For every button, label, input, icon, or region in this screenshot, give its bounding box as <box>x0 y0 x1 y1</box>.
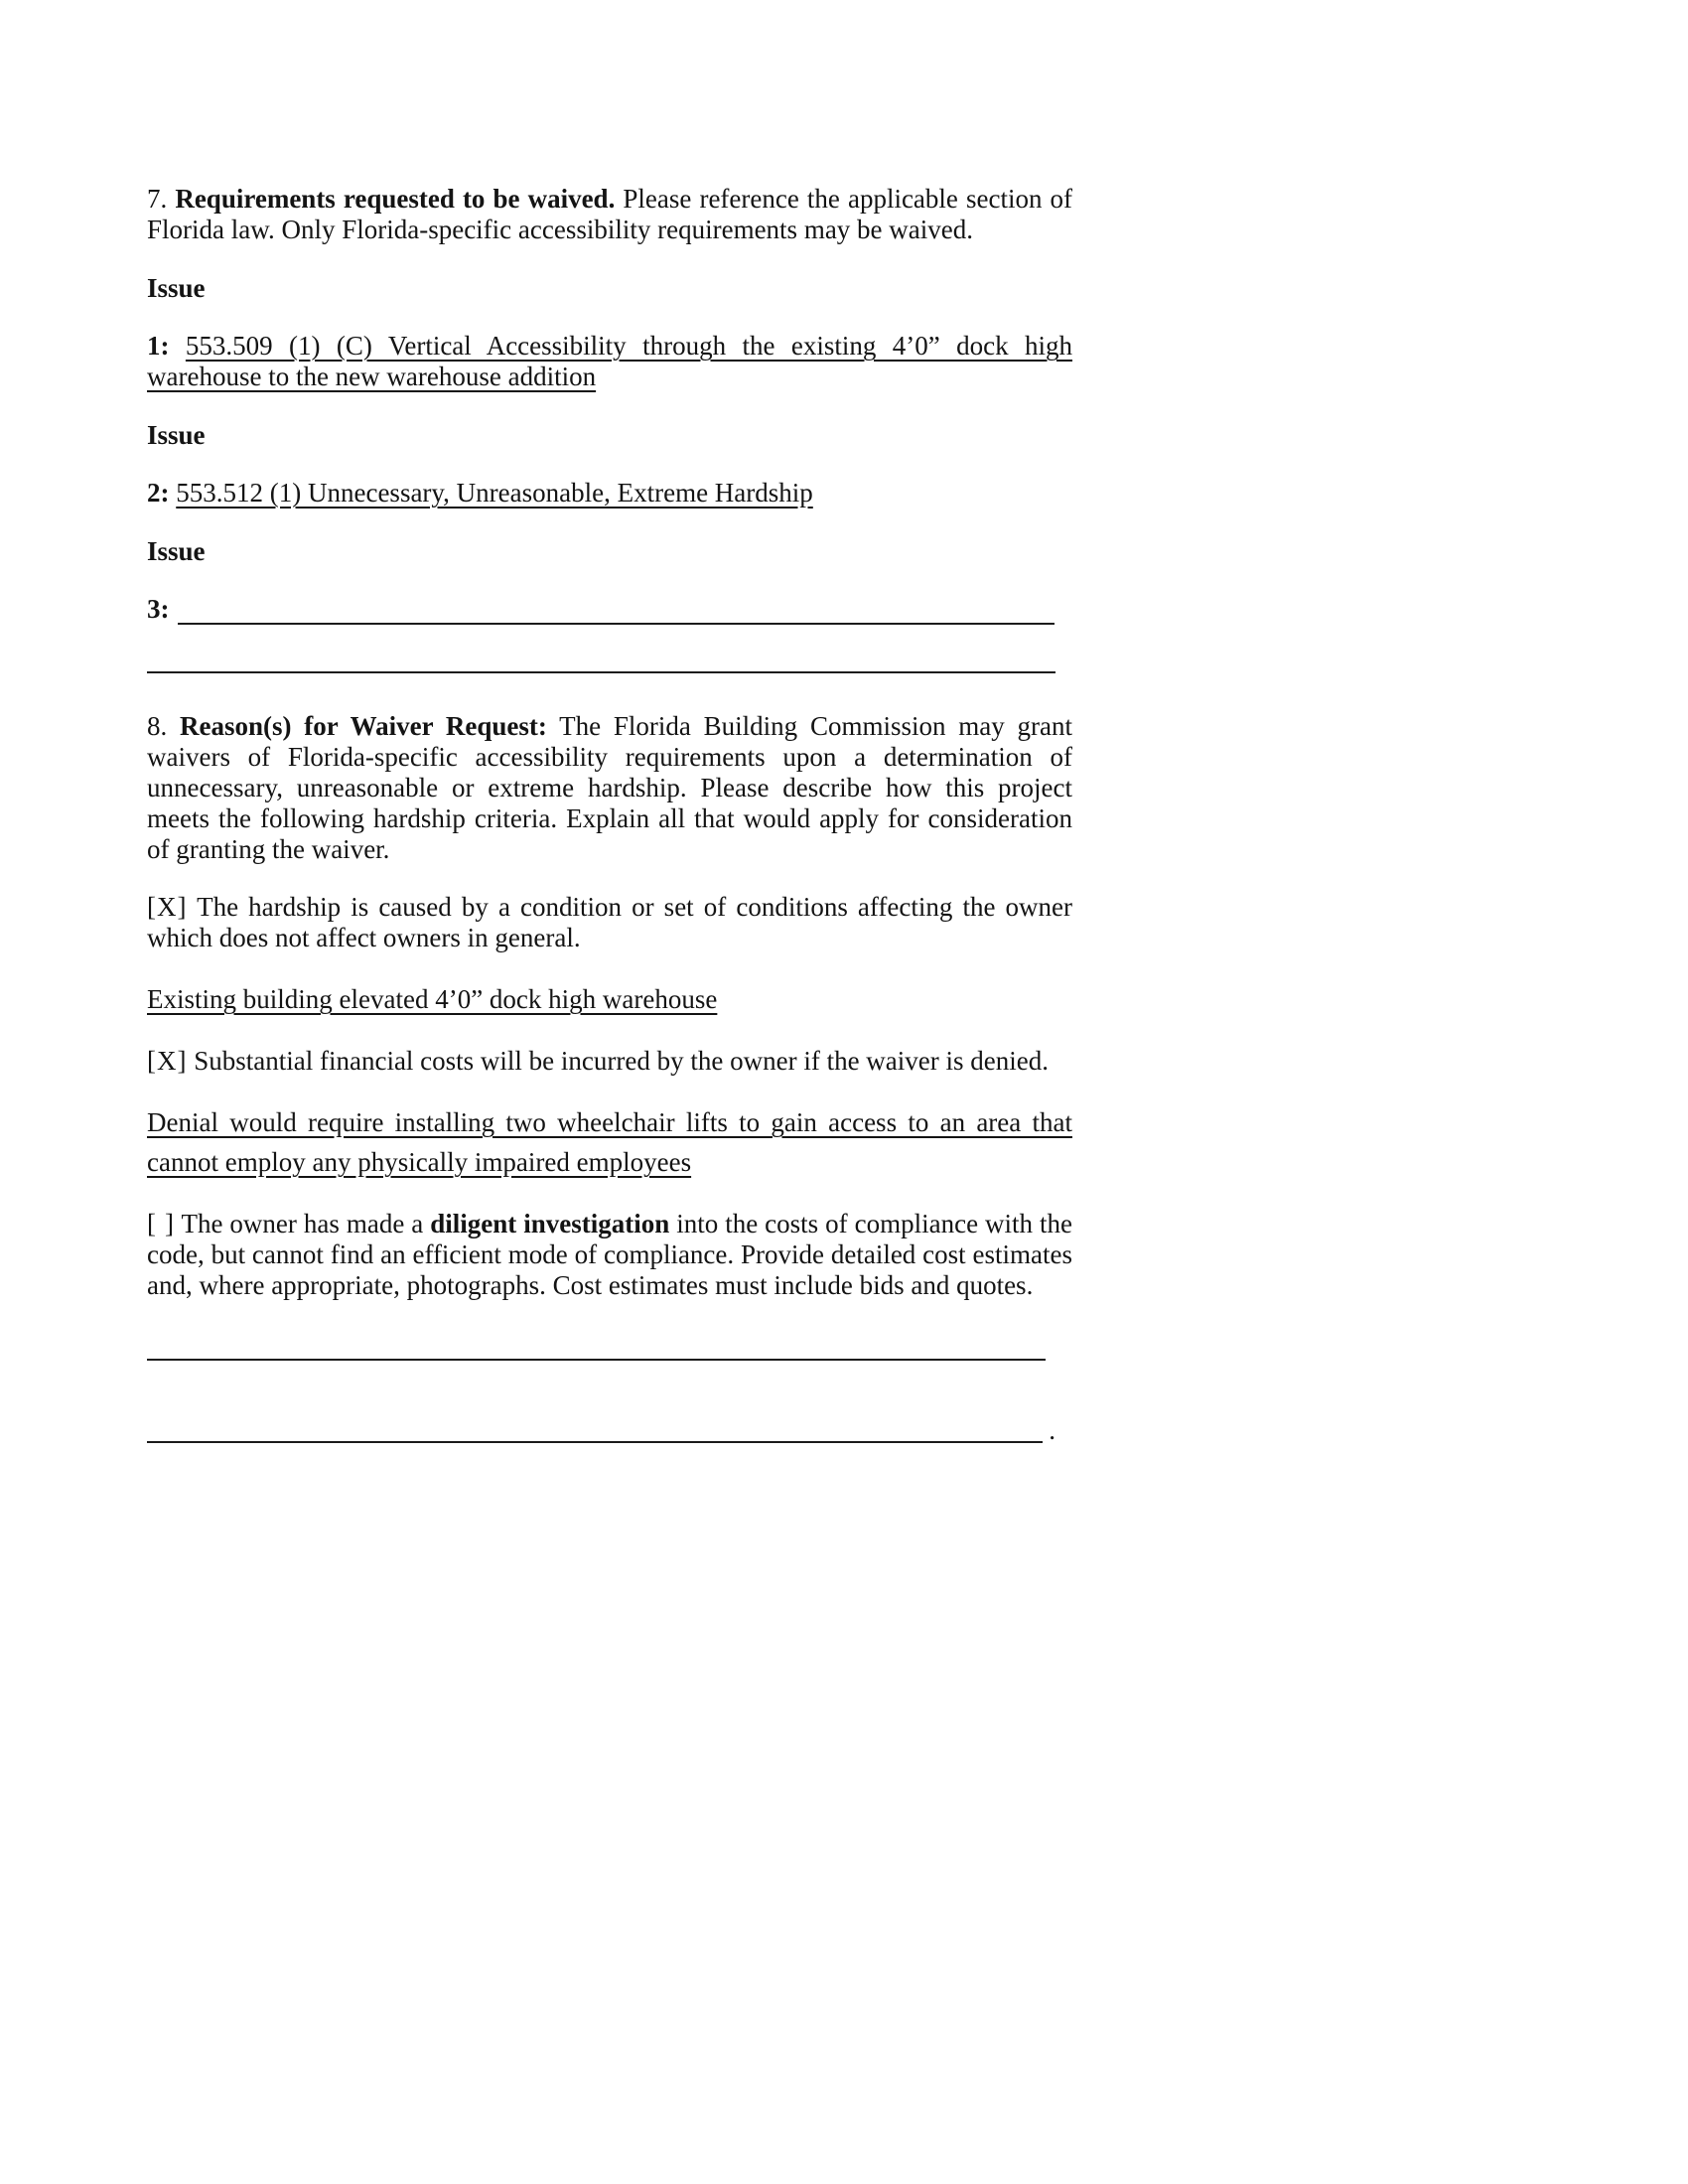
issue-2-row <box>147 478 1072 509</box>
section8-title: Reason(s) for Waiver Request: <box>180 711 547 741</box>
section7-number: 7. <box>147 184 168 214</box>
criterion-hardship-condition-text: The hardship is caused by a condition or set of conditions affecting the owner which does not affect owners in general. <box>147 892 1073 952</box>
criterion-diligent-investigation-suffix: into the costs of compliance with the code, but cannot find an efficient mode of compliance. Provide detailed cost estimates and, where appropriate, photographs. Cost estimates must include bids and quotes. <box>147 1209 1072 1300</box>
issue-3-blank-line <box>178 594 1055 625</box>
section7-title: Requirements requested to be waived. <box>175 184 616 214</box>
page-content <box>147 184 1072 1446</box>
issue-1-number: 1: <box>147 331 170 361</box>
issue-label-2: Issue <box>147 420 206 450</box>
section7-intro-text: Please reference the applicable section of Florida law. Only Florida-specific accessibility requirements may be waived. <box>147 184 1073 244</box>
issue-2-number: 2: <box>147 478 170 508</box>
checkbox-hardship-condition: [X] <box>147 892 188 922</box>
trailing-period: . <box>1049 1415 1055 1445</box>
criterion-financial-costs-answer-row <box>147 1102 1072 1182</box>
section8-intro-text: The Florida Building Commission may grant waivers of Florida-specific accessibility requirements upon a determination of unnecessary, unreasonable or extreme hardship. Please describe how this project meets the following hardship criteria. Explain all that would apply for consideration of granting the waiver. <box>147 711 1072 864</box>
criterion-hardship-condition-answer: Existing building elevated 4’0” dock high warehouse <box>147 984 718 1014</box>
issue-label-1: Issue <box>147 273 206 303</box>
checkbox-financial-costs: [X] <box>147 1046 188 1076</box>
issue-3-number: 3: <box>147 594 170 624</box>
issue-3-row <box>147 594 1072 628</box>
criterion-financial-costs-text: Substantial financial costs will be incurred by the owner if the waiver is denied. <box>194 1046 1049 1076</box>
answer-blank-line-1 <box>147 1359 1046 1361</box>
section8-number: 8. <box>147 711 168 741</box>
criterion-diligent-investigation-bold: diligent investigation <box>430 1209 670 1238</box>
issue-1-value: 553.509 (1) (C) Vertical Accessibility through the existing 4’0” dock high warehouse to the new warehouse addition <box>147 331 1073 391</box>
issue-2-value: 553.512 (1) Unnecessary, Unreasonable, Extreme Hardship <box>176 478 813 508</box>
issue-1-row <box>147 331 1072 392</box>
criterion-financial-costs <box>147 1046 1072 1077</box>
criterion-hardship-condition <box>147 892 1072 953</box>
answer-blank-line-2-row <box>147 1412 1055 1446</box>
section7-intro-paragraph <box>147 184 1072 245</box>
criterion-financial-costs-answer: Denial would require installing two wheelchair lifts to gain access to an area that cannot employ any physically impaired employees <box>147 1107 1072 1177</box>
checkbox-diligent-investigation: [ ] <box>147 1209 175 1238</box>
criterion-diligent-investigation-prefix: The owner has made a <box>181 1209 431 1238</box>
section8-intro-paragraph <box>147 711 1072 865</box>
blank-continuation-line <box>147 671 1055 673</box>
criterion-diligent-investigation <box>147 1209 1072 1301</box>
answer-blank-line-2 <box>147 1412 1043 1443</box>
issue-label-3: Issue <box>147 536 206 566</box>
criterion-hardship-condition-answer-row <box>147 979 1072 1019</box>
